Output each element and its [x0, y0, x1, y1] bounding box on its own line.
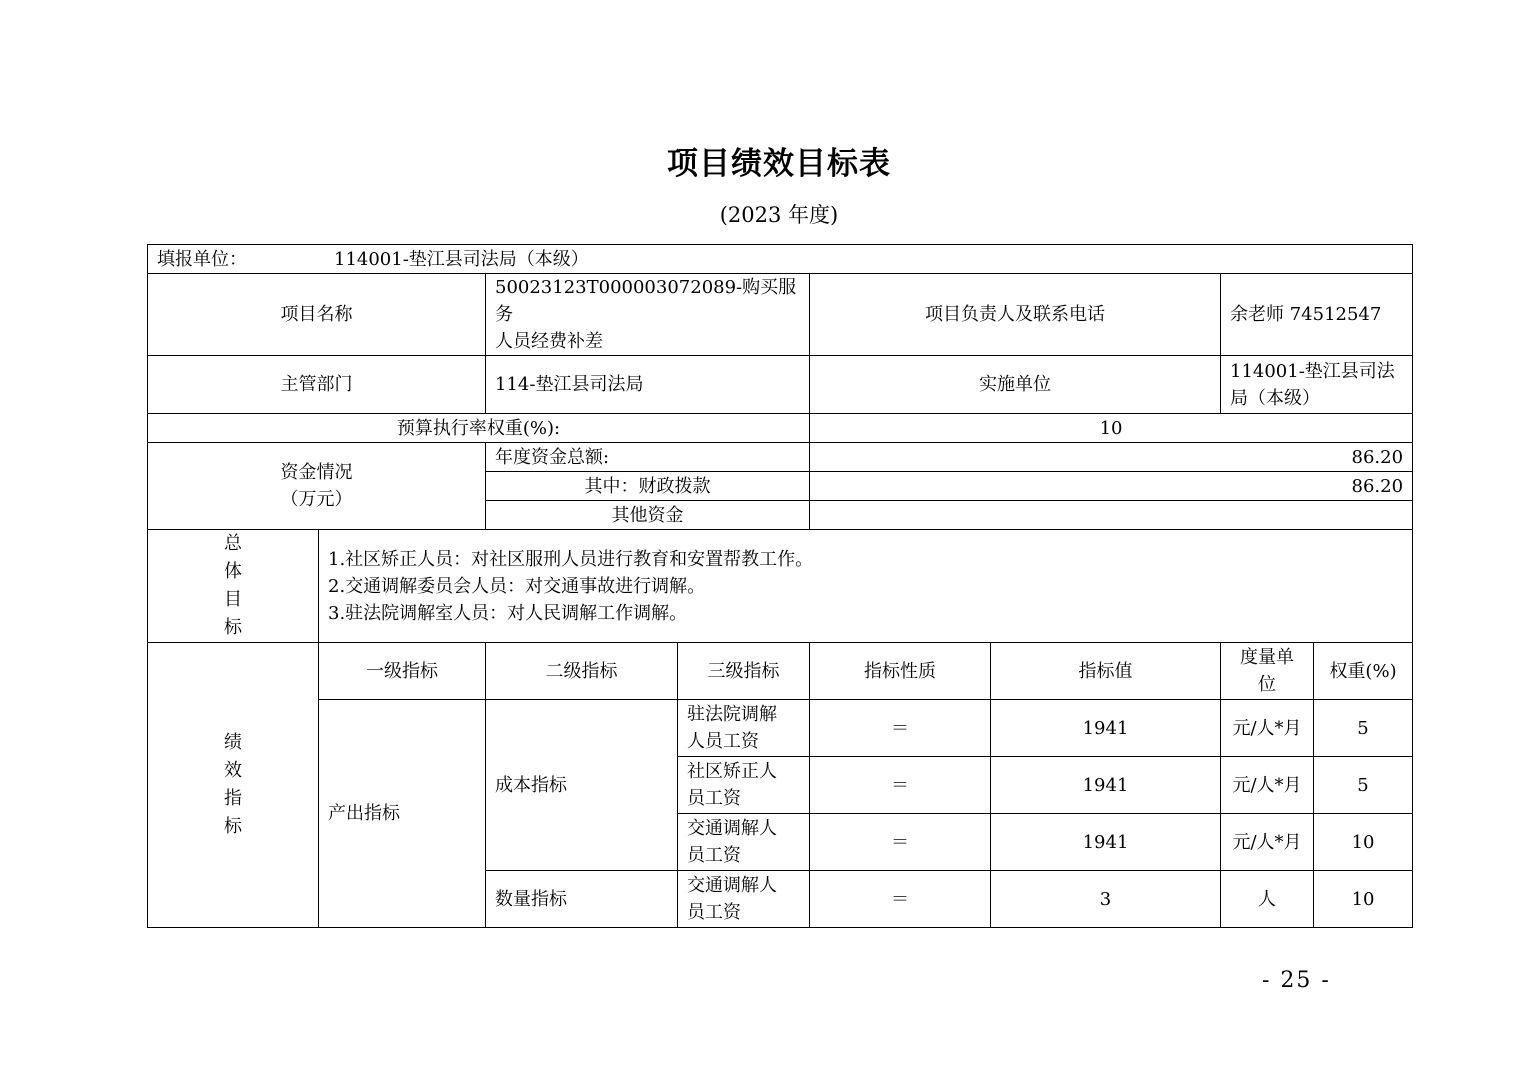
level3-cell [678, 814, 810, 871]
unit-cell: 元/人*月 [1221, 814, 1314, 871]
unit-cell: 人 [1221, 871, 1314, 928]
weight-cell: 10 [1314, 814, 1413, 871]
value-cell: 1941 [991, 700, 1221, 757]
reporting-unit-cell [148, 245, 1413, 274]
level3-line2: 人员工资 [687, 731, 759, 752]
value-cell: 1941 [991, 757, 1221, 814]
header-level3: 三级指标 [678, 643, 810, 700]
perf-label-char: 绩 [224, 732, 242, 753]
unit-cell: 元/人*月 [1221, 757, 1314, 814]
goal-item: 1.社区矫正人员：对社区服刑人员进行教育和安置帮教工作。 [328, 548, 814, 570]
level3-line1: 交通调解人 [687, 818, 777, 839]
goal-label-char: 标 [224, 617, 242, 638]
annual-total-value: 86.20 [810, 443, 1413, 472]
value-cell: 3 [991, 871, 1221, 928]
fiscal-label: 其中：财政拨款 [486, 472, 810, 501]
weight-cell: 5 [1314, 700, 1413, 757]
level3-line2: 员工资 [687, 788, 741, 809]
funds-label-line1: 资金情况 [280, 462, 353, 483]
contact-value: 余老师 74512547 [1221, 274, 1413, 356]
impl-unit-value [1221, 356, 1413, 414]
level3-line1: 交通调解人 [687, 875, 777, 896]
funds-label [148, 443, 486, 530]
nature-cell: ＝ [810, 871, 991, 928]
goal-label-char: 体 [224, 561, 242, 582]
nature-cell: ＝ [810, 814, 991, 871]
level2-cost: 成本指标 [486, 700, 678, 871]
nature-cell: ＝ [810, 700, 991, 757]
project-name-line1: 50023123T000003072089-购买服务 [495, 277, 797, 325]
dept-label: 主管部门 [148, 356, 486, 414]
other-funds-label: 其他资金 [486, 501, 810, 530]
table-row [148, 700, 1413, 757]
reporting-unit-label: 填报单位： [157, 248, 247, 270]
page-number: - 25 - [1262, 968, 1331, 993]
performance-target-table [147, 244, 1413, 928]
goal-item: 3.驻法院调解室人员：对人民调解工作调解。 [328, 602, 688, 624]
project-name-value [486, 274, 810, 356]
project-name-line2: 人员经费补差 [495, 331, 603, 352]
header-level2: 二级指标 [486, 643, 678, 700]
budget-weight-value: 10 [810, 414, 1413, 443]
impl-unit-label: 实施单位 [810, 356, 1221, 414]
overall-goal-label [148, 530, 319, 643]
dept-value: 114-垫江县司法局 [486, 356, 810, 414]
level3-cell [678, 757, 810, 814]
page-title: 项目绩效目标表 [667, 146, 891, 182]
header-weight: 权重(%) [1314, 643, 1413, 700]
goal-label-char: 总 [224, 533, 242, 554]
level3-line1: 社区矫正人 [687, 761, 777, 782]
unit-cell: 元/人*月 [1221, 700, 1314, 757]
project-name-label: 项目名称 [148, 274, 486, 356]
nature-cell: ＝ [810, 757, 991, 814]
overall-goal-text [319, 530, 1413, 643]
other-funds-value [810, 501, 1413, 530]
level3-line2: 员工资 [687, 902, 741, 923]
level2-quantity: 数量指标 [486, 871, 678, 928]
impl-unit-line2: 局（本级） [1230, 387, 1320, 409]
impl-unit-line1: 114001-垫江县司法 [1230, 360, 1395, 382]
goal-item: 2.交通调解委员会人员：对交通事故进行调解。 [328, 575, 706, 597]
header-unit-line1: 度量单 [1240, 647, 1294, 668]
level3-cell [678, 700, 810, 757]
level1-output: 产出指标 [319, 700, 486, 928]
weight-cell: 5 [1314, 757, 1413, 814]
perf-label-char: 效 [224, 760, 242, 781]
weight-cell: 10 [1314, 871, 1413, 928]
perf-label-char: 指 [224, 788, 242, 809]
funds-label-line2: （万元） [280, 489, 353, 510]
header-unit [1221, 643, 1314, 700]
header-level1: 一级指标 [319, 643, 486, 700]
fiscal-value: 86.20 [810, 472, 1413, 501]
reporting-unit-value: 114001-垫江县司法局（本级） [334, 248, 589, 270]
level3-line1: 驻法院调解 [687, 704, 777, 725]
header-value: 指标值 [991, 643, 1221, 700]
level3-cell [678, 871, 810, 928]
budget-weight-label: 预算执行率权重(%): [148, 414, 810, 443]
perf-label-char: 标 [224, 816, 242, 837]
contact-label: 项目负责人及联系电话 [810, 274, 1221, 356]
level3-line2: 员工资 [687, 845, 741, 866]
header-nature: 指标性质 [810, 643, 991, 700]
performance-indicator-label [148, 643, 319, 928]
header-unit-line2: 位 [1258, 674, 1276, 695]
value-cell: 1941 [991, 814, 1221, 871]
year-subtitle: (2023 年度) [719, 203, 839, 227]
goal-label-char: 目 [224, 589, 242, 610]
annual-total-label: 年度资金总额: [486, 443, 810, 472]
